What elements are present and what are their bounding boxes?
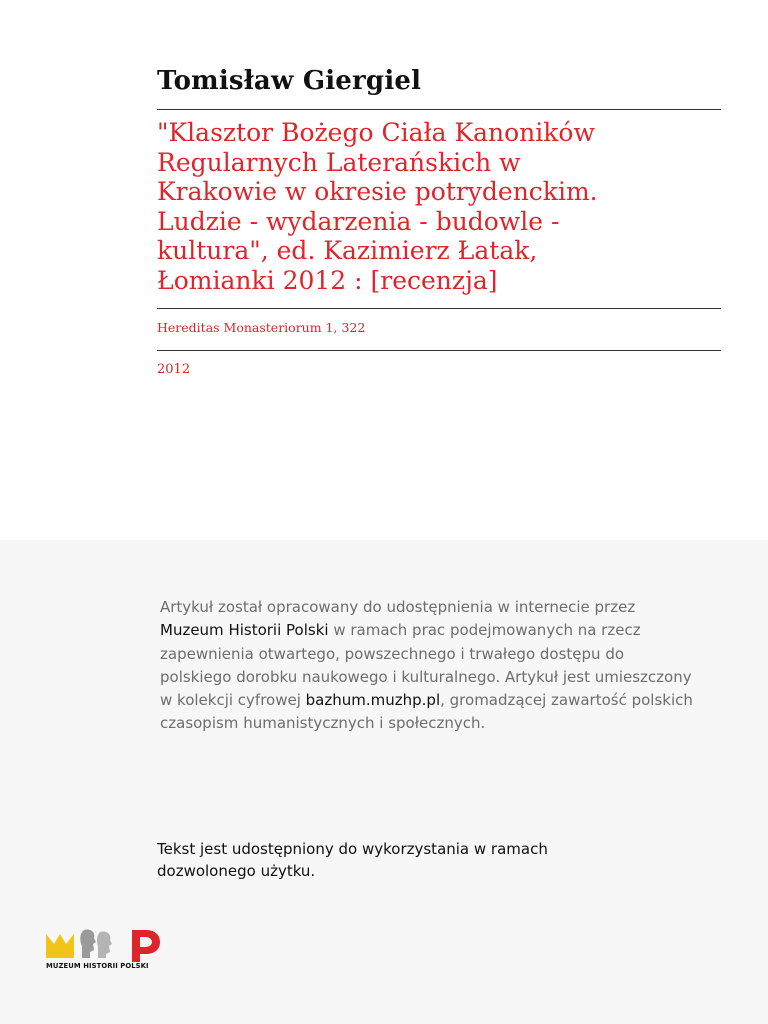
notice-line: Tekst jest udostępniony do wykorzystania w ramach	[157, 840, 548, 858]
bazhum-link[interactable]: bazhum.muzhp.pl	[305, 691, 441, 710]
divider	[157, 308, 721, 309]
info-line: polskiego dorobku naukowego i kulturalnego. Artykuł jest umieszczony	[160, 667, 692, 686]
crown-icon	[46, 934, 74, 958]
title-line: "Klasztor Bożego Ciała Kanoników	[157, 118, 595, 147]
divider	[157, 350, 721, 351]
digitization-info	[160, 596, 720, 736]
usage-notice	[157, 838, 717, 882]
info-line: Muzeum Historii Polski w ramach prac podejmowanych na rzecz	[160, 621, 641, 640]
notice-line: dozwolonego użytku.	[157, 862, 316, 880]
info-line: Artykuł został opracowany do udostępnienia w internecie przez	[160, 598, 636, 616]
publication-year: 2012	[157, 362, 191, 377]
divider	[157, 109, 721, 110]
title-line: Łomianki 2012 : [recenzja]	[157, 265, 498, 295]
info-line: czasopism humanistycznych i społecznych.	[160, 714, 486, 733]
faces-icon	[80, 929, 96, 958]
info-line: w kolekcji cyfrowej bazhum.muzhp.pl, gromadzącej zawartość polskich	[160, 691, 693, 710]
title-line: Krakowie w okresie potrydenckim.	[157, 177, 598, 206]
title-line: kultura", ed. Kazimierz Łatak,	[157, 236, 538, 265]
title-line: Ludzie - wydarzenia - budowle -	[157, 206, 560, 236]
museum-logo-text: MUZEUM HISTORII POLSKI	[46, 962, 149, 970]
journal-citation: Hereditas Monasteriorum 1, 322	[157, 320, 366, 335]
p-letter-icon	[132, 930, 160, 962]
author-name: Tomisław Giergiel	[157, 66, 422, 96]
museum-name: Muzeum Historii Polski	[160, 621, 329, 640]
article-title	[157, 118, 737, 295]
info-line: zapewnienia otwartego, powszechnego i trwałego dostępu do	[160, 644, 625, 663]
title-line: Regularnych Laterańskich w	[157, 147, 521, 177]
